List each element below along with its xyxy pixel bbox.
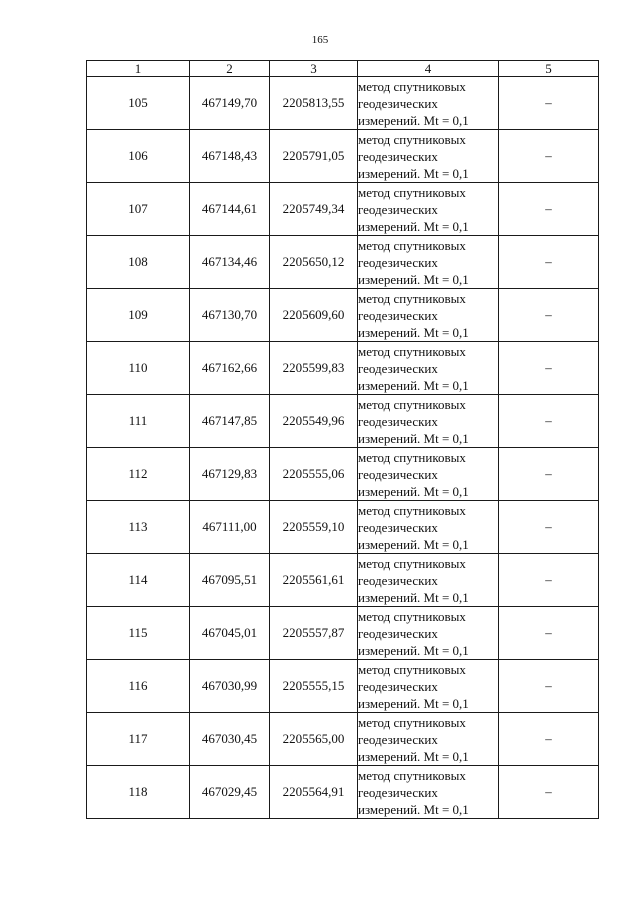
x-coordinate-cell: 467134,46 (190, 236, 270, 289)
x-coordinate-cell: 467029,45 (190, 766, 270, 819)
y-coordinate-cell: 2205813,55 (270, 77, 358, 130)
column-5-cell: – (499, 289, 599, 342)
column-5-cell: – (499, 77, 599, 130)
y-coordinate-cell: 2205564,91 (270, 766, 358, 819)
point-number-cell: 114 (87, 554, 190, 607)
method-line: измерений. Mt = 0,1 (358, 483, 469, 499)
x-coordinate-cell: 467148,43 (190, 130, 270, 183)
y-coordinate-cell: 2205557,87 (270, 607, 358, 660)
method-line: геодезических (358, 678, 438, 694)
x-coordinate-cell: 467111,00 (190, 501, 270, 554)
method-line: геодезических (358, 519, 438, 535)
column-header-1: 1 (87, 61, 190, 77)
method-line: геодезических (358, 572, 438, 588)
column-5-cell: – (499, 395, 599, 448)
method-line: метод спутниковых (358, 502, 466, 518)
method-cell (358, 554, 499, 607)
method-cell (358, 713, 499, 766)
y-coordinate-cell: 2205599,83 (270, 342, 358, 395)
method-cell (358, 448, 499, 501)
method-line: измерений. Mt = 0,1 (358, 324, 469, 340)
method-line: метод спутниковых (358, 714, 466, 730)
column-5-cell: – (499, 607, 599, 660)
table-header (87, 61, 599, 77)
method-line: метод спутниковых (358, 767, 466, 783)
point-number-cell: 113 (87, 501, 190, 554)
column-5-cell: – (499, 342, 599, 395)
method-cell (358, 766, 499, 819)
method-line: метод спутниковых (358, 184, 466, 200)
table-row (87, 501, 599, 554)
point-number-cell: 118 (87, 766, 190, 819)
method-line: метод спутниковых (358, 608, 466, 624)
method-line: геодезических (358, 254, 438, 270)
y-coordinate-cell: 2205565,00 (270, 713, 358, 766)
method-line: геодезических (358, 360, 438, 376)
point-number-cell: 117 (87, 713, 190, 766)
method-cell (358, 77, 499, 130)
x-coordinate-cell: 467095,51 (190, 554, 270, 607)
x-coordinate-cell: 467149,70 (190, 77, 270, 130)
column-5-cell: – (499, 554, 599, 607)
method-line: метод спутниковых (358, 343, 466, 359)
y-coordinate-cell: 2205791,05 (270, 130, 358, 183)
point-number-cell: 108 (87, 236, 190, 289)
method-line: геодезических (358, 731, 438, 747)
column-5-cell: – (499, 236, 599, 289)
method-line: метод спутниковых (358, 237, 466, 253)
method-line: измерений. Mt = 0,1 (358, 377, 469, 393)
column-header-4: 4 (358, 61, 499, 77)
y-coordinate-cell: 2205555,06 (270, 448, 358, 501)
method-line: геодезических (358, 466, 438, 482)
x-coordinate-cell: 467030,45 (190, 713, 270, 766)
method-cell (358, 660, 499, 713)
method-cell (358, 130, 499, 183)
method-cell (358, 183, 499, 236)
method-line: геодезических (358, 625, 438, 641)
x-coordinate-cell: 467147,85 (190, 395, 270, 448)
point-number-cell: 115 (87, 607, 190, 660)
column-5-cell: – (499, 501, 599, 554)
method-line: измерений. Mt = 0,1 (358, 536, 469, 552)
table-row (87, 607, 599, 660)
table-row (87, 289, 599, 342)
x-coordinate-cell: 467045,01 (190, 607, 270, 660)
x-coordinate-cell: 467030,99 (190, 660, 270, 713)
table-row (87, 554, 599, 607)
method-cell (358, 501, 499, 554)
page-number: 165 (311, 34, 329, 46)
point-number-cell: 112 (87, 448, 190, 501)
table-row (87, 77, 599, 130)
x-coordinate-cell: 467129,83 (190, 448, 270, 501)
column-5-cell: – (499, 766, 599, 819)
method-line: измерений. Mt = 0,1 (358, 218, 469, 234)
method-line: геодезических (358, 307, 438, 323)
method-line: геодезических (358, 95, 438, 111)
method-cell (358, 395, 499, 448)
method-line: геодезических (358, 784, 438, 800)
point-number-cell: 106 (87, 130, 190, 183)
y-coordinate-cell: 2205559,10 (270, 501, 358, 554)
method-line: измерений. Mt = 0,1 (358, 112, 469, 128)
x-coordinate-cell: 467130,70 (190, 289, 270, 342)
column-5-cell: – (499, 183, 599, 236)
method-cell (358, 236, 499, 289)
table-row (87, 183, 599, 236)
point-number-cell: 111 (87, 395, 190, 448)
column-5-cell: – (499, 130, 599, 183)
table-body (87, 77, 599, 819)
y-coordinate-cell: 2205749,34 (270, 183, 358, 236)
header-row (87, 61, 599, 77)
method-line: измерений. Mt = 0,1 (358, 695, 469, 711)
method-cell (358, 289, 499, 342)
method-cell (358, 342, 499, 395)
table-row (87, 342, 599, 395)
table-row (87, 766, 599, 819)
x-coordinate-cell: 467162,66 (190, 342, 270, 395)
method-line: измерений. Mt = 0,1 (358, 165, 469, 181)
y-coordinate-cell: 2205609,60 (270, 289, 358, 342)
column-header-3: 3 (270, 61, 358, 77)
column-header-2: 2 (190, 61, 270, 77)
method-line: измерений. Mt = 0,1 (358, 642, 469, 658)
y-coordinate-cell: 2205555,15 (270, 660, 358, 713)
coordinates-table (86, 60, 599, 819)
method-line: метод спутниковых (358, 661, 466, 677)
y-coordinate-cell: 2205561,61 (270, 554, 358, 607)
point-number-cell: 107 (87, 183, 190, 236)
table-row (87, 713, 599, 766)
table-row (87, 448, 599, 501)
column-5-cell: – (499, 713, 599, 766)
table-row (87, 130, 599, 183)
column-header-5: 5 (499, 61, 599, 77)
method-line: метод спутниковых (358, 290, 466, 306)
method-line: измерений. Mt = 0,1 (358, 271, 469, 287)
column-5-cell: – (499, 660, 599, 713)
method-line: метод спутниковых (358, 449, 466, 465)
column-5-cell: – (499, 448, 599, 501)
x-coordinate-cell: 467144,61 (190, 183, 270, 236)
method-line: геодезических (358, 413, 438, 429)
point-number-cell: 110 (87, 342, 190, 395)
point-number-cell: 116 (87, 660, 190, 713)
method-line: измерений. Mt = 0,1 (358, 801, 469, 817)
method-line: измерений. Mt = 0,1 (358, 748, 469, 764)
y-coordinate-cell: 2205549,96 (270, 395, 358, 448)
method-line: измерений. Mt = 0,1 (358, 430, 469, 446)
point-number-cell: 105 (87, 77, 190, 130)
method-line: метод спутниковых (358, 555, 466, 571)
method-line: геодезических (358, 201, 438, 217)
method-line: метод спутниковых (358, 131, 466, 147)
table-row (87, 236, 599, 289)
method-cell (358, 607, 499, 660)
method-line: метод спутниковых (358, 78, 466, 94)
table-row (87, 395, 599, 448)
method-line: измерений. Mt = 0,1 (358, 589, 469, 605)
method-line: метод спутниковых (358, 396, 466, 412)
point-number-cell: 109 (87, 289, 190, 342)
method-line: геодезических (358, 148, 438, 164)
table-row (87, 660, 599, 713)
y-coordinate-cell: 2205650,12 (270, 236, 358, 289)
